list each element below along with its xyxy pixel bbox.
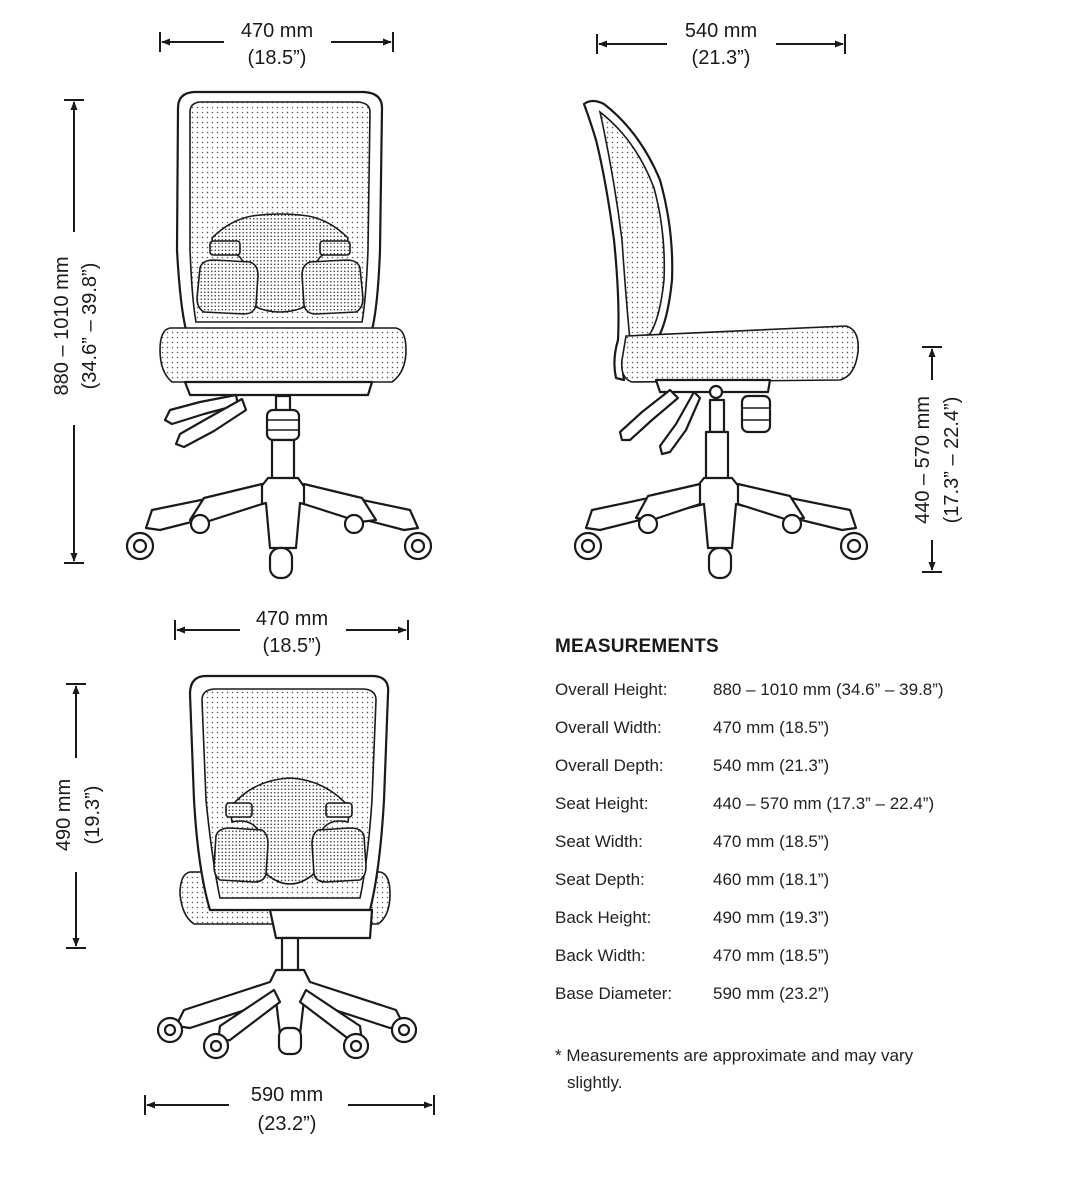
measurements-title: MEASUREMENTS [555, 636, 719, 657]
back-height-dimension [53, 684, 104, 948]
spec-row [555, 756, 1055, 794]
spec-label: Back Width: [555, 946, 646, 965]
spec-value: 470 mm (18.5”) [713, 946, 830, 965]
spec-label: Overall Width: [555, 718, 662, 737]
spec-label: Seat Height: [555, 794, 649, 813]
back-width-mm: 470 mm [255, 608, 329, 630]
spec-value: 880 – 1010 mm (34.6” – 39.8”) [713, 680, 944, 699]
note-line-1: * Measurements are approximate and may vary [555, 1046, 914, 1065]
front-width-mm: 470 mm [240, 20, 314, 42]
side-view-chair [575, 101, 867, 578]
seat-height-in: (17.3” – 22.4”) [941, 396, 963, 524]
spec-label: Back Height: [555, 908, 652, 927]
spec-row [555, 870, 1055, 908]
side-depth-dimension [597, 20, 845, 69]
base-diameter-in: (23.2”) [257, 1113, 317, 1135]
spec-value: 490 mm (19.3”) [713, 908, 830, 927]
base-diameter-mm: 590 mm [250, 1084, 324, 1106]
spec-row [555, 794, 1055, 832]
spec-value: 470 mm (18.5”) [713, 718, 830, 737]
spec-value: 440 – 570 mm (17.3” – 22.4”) [713, 794, 935, 813]
overall-height-dimension [51, 100, 101, 563]
note-line-2: slightly. [567, 1073, 623, 1092]
rear-view-chair [158, 676, 416, 1058]
seat-height-mm: 440 – 570 mm [912, 396, 934, 524]
back-height-mm: 490 mm [53, 778, 75, 852]
spec-value: 590 mm (23.2”) [713, 984, 830, 1003]
spec-row [555, 680, 1055, 718]
overall-height-in: (34.6” – 39.8”) [79, 262, 101, 390]
spec-row [555, 908, 1055, 946]
spec-value: 470 mm (18.5”) [713, 832, 830, 851]
spec-row [555, 984, 1055, 1022]
spec-label: Seat Width: [555, 832, 643, 851]
spec-row [555, 832, 1055, 870]
spec-label: Seat Depth: [555, 870, 645, 889]
back-width-dimension [175, 608, 408, 657]
base-diameter-dimension [145, 1084, 434, 1135]
overall-height-mm: 880 – 1010 mm [51, 256, 73, 396]
spec-row [555, 718, 1055, 756]
front-width-dimension [160, 20, 393, 69]
seat-height-dimension [912, 347, 963, 572]
back-width-in: (18.5”) [262, 635, 322, 657]
front-width-in: (18.5”) [247, 47, 307, 69]
spec-value: 460 mm (18.1”) [713, 870, 830, 889]
spec-row [555, 946, 1055, 984]
front-view-chair [127, 92, 431, 578]
measurements-note [555, 1042, 935, 1096]
spec-label: Base Diameter: [555, 984, 673, 1003]
spec-label: Overall Height: [555, 680, 668, 699]
side-depth-mm: 540 mm [684, 20, 758, 42]
side-depth-in: (21.3”) [691, 47, 751, 69]
back-height-in: (19.3”) [82, 785, 104, 845]
spec-value: 540 mm (21.3”) [713, 756, 830, 775]
spec-label: Overall Depth: [555, 756, 664, 775]
measurements-panel [555, 636, 1055, 1096]
